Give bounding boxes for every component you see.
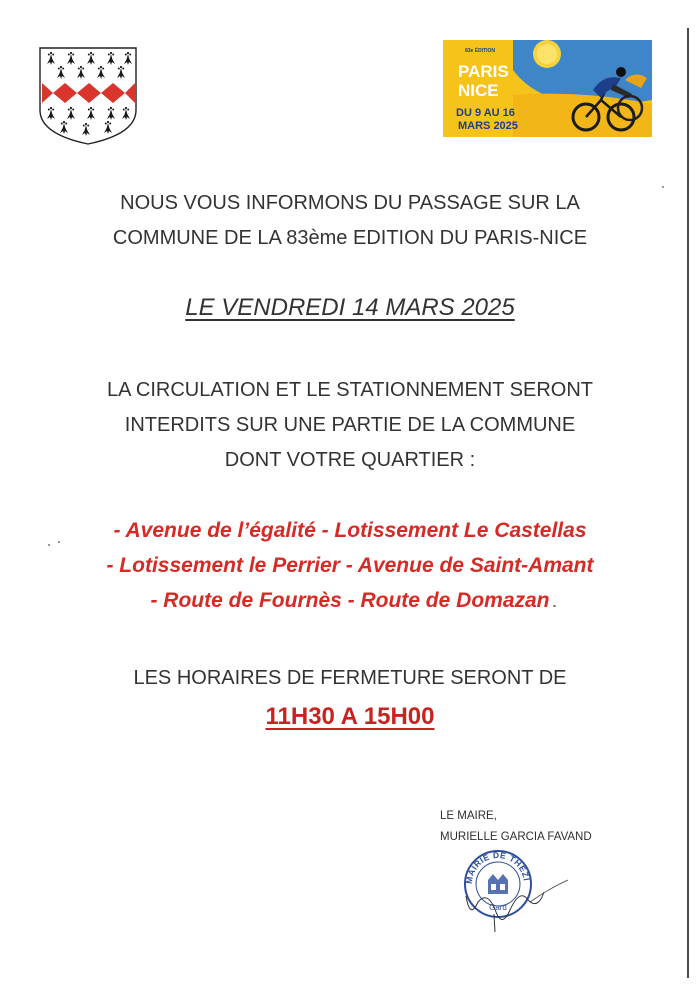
banner-edition: 83e ÉDITION [465, 48, 496, 54]
stamp-subtext: Gard [489, 903, 507, 912]
hours-label: LES HORAIRES DE FERMETURE SERONT DE [133, 667, 567, 689]
closure-hours-value: 11H30 A 15H00 [265, 703, 435, 730]
hermine-crest-icon [36, 44, 140, 148]
intro-line-2: COMMUNE DE LA 83ème EDITION DU PARIS-NICE [112, 227, 588, 249]
banner-nice: NICE [458, 81, 499, 100]
notice-line-2: INTERDITS SUR UNE PARTIE DE LA COMMUNE [124, 414, 576, 436]
scan-edge-line [687, 28, 689, 978]
town-hall-stamp-icon [458, 840, 588, 932]
street-line: - Lotissement le Perrier - Avenue de Saint-Amant [106, 554, 594, 577]
intro-text [0, 186, 700, 256]
banner-dates-2: MARS 2025 [458, 120, 518, 132]
event-date [0, 294, 700, 322]
banner-dates-1: DU 9 AU 16 [456, 107, 515, 119]
banner-paris: PARIS [458, 62, 509, 81]
closure-hours [0, 703, 700, 731]
stamp-text: MAIRIE DE THEZI [463, 849, 532, 885]
street-list [0, 513, 700, 618]
street-line: - Avenue de l’égalité - Lotissement Le Castellas [113, 519, 587, 542]
paris-nice-banner [443, 40, 652, 137]
notice-line-3: DONT VOTRE QUARTIER : [224, 449, 476, 471]
mayor-title: LE MAIRE, [440, 810, 497, 822]
notice-line-1: LA CIRCULATION ET LE STATIONNEMENT SERONT [106, 379, 593, 401]
street-line: - Route de Fournès - Route de Domazan [150, 589, 550, 612]
closure-notice [0, 373, 700, 478]
mayor-name: MURIELLE GARCIA FAVAND [440, 831, 592, 843]
event-date-text: LE VENDREDI 14 MARS 2025 [185, 294, 515, 321]
intro-line-1: NOUS VOUS INFORMONS DU PASSAGE SUR LA [120, 192, 580, 214]
